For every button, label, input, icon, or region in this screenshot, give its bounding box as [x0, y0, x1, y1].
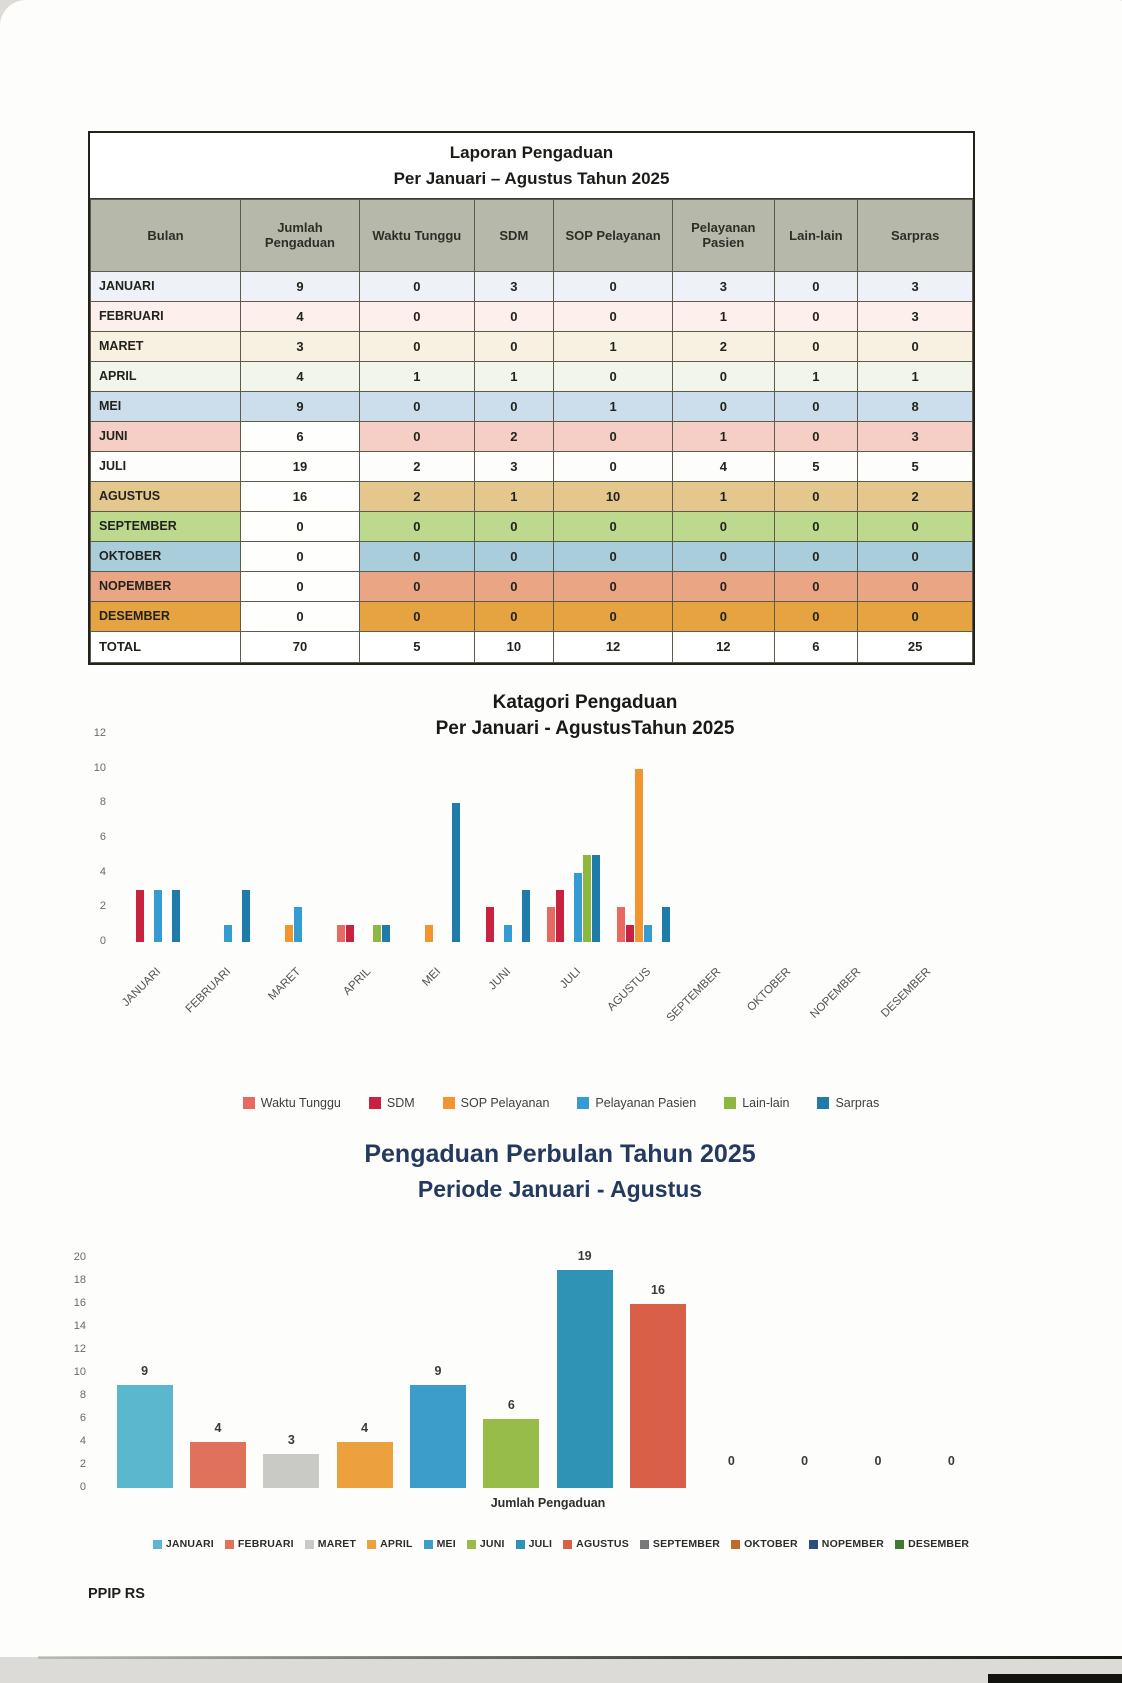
value-cell: 0 [774, 331, 858, 361]
value-cell: 0 [858, 541, 973, 571]
value-cell: 0 [360, 571, 475, 601]
x-axis-label: JANUARI [119, 965, 164, 1010]
total-value-cell: 6 [774, 631, 858, 662]
footer-text: PPIP RS [88, 1586, 145, 1602]
value-cell: 0 [474, 571, 553, 601]
value-cell: 10 [554, 481, 673, 511]
y-tick-label: 18 [73, 1274, 86, 1286]
value-cell: 0 [774, 421, 858, 451]
legend-item [153, 1538, 214, 1550]
legend-label: SEPTEMBER [652, 1538, 721, 1550]
value-cell: 2 [474, 421, 553, 451]
legend-item [731, 1538, 798, 1550]
legend-item [563, 1538, 629, 1550]
value-cell: 19 [240, 451, 359, 481]
bar-april [337, 1442, 393, 1488]
value-cell: 1 [673, 421, 774, 451]
legend-item [640, 1538, 720, 1550]
bar-pelayanan-pasien [154, 890, 162, 942]
chart1-title: Katagori Pengaduan [492, 692, 678, 713]
value-cell: 0 [774, 301, 858, 331]
bar-juni [483, 1419, 539, 1488]
bar-sdm [626, 925, 634, 942]
value-cell: 2 [360, 451, 475, 481]
legend-swatch [577, 1097, 589, 1109]
bar-sarpras [592, 855, 600, 942]
value-cell: 0 [673, 361, 774, 391]
bar-sop-pelayanan [285, 925, 293, 942]
legend-swatch [467, 1540, 476, 1549]
table-row [91, 571, 973, 601]
value-cell: 0 [554, 451, 673, 481]
value-cell: 0 [673, 601, 774, 631]
month-cell: NOPEMBER [91, 571, 241, 601]
value-cell: 0 [554, 541, 673, 571]
legend-label: DESEMBER [908, 1538, 970, 1550]
scan-page-edge [38, 1656, 1122, 1659]
legend-swatch [153, 1540, 162, 1549]
value-cell: 0 [360, 331, 475, 361]
legend-label: AGUSTUS [576, 1538, 629, 1550]
bar-pelayanan-pasien [224, 925, 232, 942]
month-cell: MARET [91, 331, 241, 361]
table-row [91, 301, 973, 331]
total-value-cell: 70 [240, 631, 359, 662]
total-value-cell: 10 [474, 631, 553, 662]
table-row [91, 421, 973, 451]
value-cell: 1 [474, 361, 553, 391]
value-cell: 3 [240, 331, 359, 361]
x-axis-label: NOPEMBER [808, 965, 864, 1021]
value-cell: 1 [858, 361, 973, 391]
value-cell: 0 [474, 391, 553, 421]
value-cell: 6 [240, 421, 359, 451]
legend-swatch [443, 1097, 455, 1109]
month-cell: JULI [91, 451, 241, 481]
bar-sdm [556, 890, 564, 942]
y-tick-label: 8 [79, 1389, 86, 1401]
bar-mei [410, 1385, 466, 1489]
value-cell: 0 [360, 541, 475, 571]
legend-label: Pelayanan Pasien [595, 1096, 697, 1110]
legend-label: NOPEMBER [821, 1538, 885, 1550]
value-cell: 0 [774, 571, 858, 601]
y-tick-label: 4 [79, 1435, 86, 1447]
table-title [90, 133, 973, 199]
month-cell: MEI [91, 391, 241, 421]
column-header: SDM [474, 199, 553, 271]
y-tick-label: 20 [73, 1251, 86, 1263]
data-label: 0 [947, 1454, 955, 1468]
value-cell: 9 [240, 391, 359, 421]
value-cell: 5 [858, 451, 973, 481]
value-cell: 3 [474, 451, 553, 481]
legend-label: MARET [317, 1538, 357, 1550]
value-cell: 0 [673, 541, 774, 571]
data-label: 9 [434, 1363, 442, 1378]
bar-maret [263, 1454, 319, 1489]
legend-item [895, 1538, 969, 1550]
legend-label: Lain-lain [742, 1096, 790, 1110]
legend-label: MEI [436, 1538, 456, 1550]
value-cell: 3 [858, 301, 973, 331]
legend-item [817, 1096, 879, 1110]
month-cell: APRIL [91, 361, 241, 391]
data-label: 4 [361, 1421, 369, 1435]
bar-waktu-tunggu [337, 925, 345, 942]
x-axis-label: APRIL [341, 965, 374, 998]
month-cell: SEPTEMBER [91, 511, 241, 541]
legend-swatch [563, 1540, 572, 1549]
column-header: Waktu Tunggu [360, 199, 475, 271]
data-label: 0 [727, 1454, 735, 1468]
value-cell: 1 [474, 481, 553, 511]
value-cell: 4 [673, 451, 774, 481]
x-axis-label: MARET [266, 965, 304, 1003]
bar-sarpras [242, 890, 250, 942]
value-cell: 2 [858, 481, 973, 511]
value-cell: 0 [774, 541, 858, 571]
legend-label: Sarpras [835, 1096, 880, 1110]
data-label: 0 [874, 1454, 882, 1468]
bar-sarpras [452, 803, 460, 942]
data-label: 16 [651, 1283, 665, 1297]
legend-item [305, 1538, 356, 1550]
value-cell: 0 [240, 541, 359, 571]
legend-item [467, 1538, 505, 1550]
bar-januari [117, 1385, 173, 1489]
value-cell: 0 [360, 601, 475, 631]
value-cell: 0 [474, 541, 553, 571]
data-label: 6 [507, 1398, 515, 1412]
legend-swatch [640, 1540, 649, 1549]
month-cell: OKTOBER [91, 541, 241, 571]
value-cell: 0 [360, 391, 475, 421]
y-tick-label: 12 [93, 727, 106, 739]
value-cell: 0 [474, 511, 553, 541]
legend-label: JUNI [479, 1538, 505, 1550]
chart2-subtitle: Periode Januari - Agustus [417, 1176, 703, 1202]
legend-label: Waktu Tunggu [260, 1096, 341, 1110]
value-cell: 0 [858, 601, 973, 631]
table-row [91, 541, 973, 571]
legend-swatch [243, 1097, 255, 1109]
value-cell: 0 [360, 511, 475, 541]
value-cell: 1 [774, 361, 858, 391]
y-tick-label: 0 [79, 1481, 86, 1493]
value-cell: 0 [858, 571, 973, 601]
legend-label: SOP Pelayanan [460, 1096, 550, 1110]
legend-item [243, 1096, 341, 1110]
legend-item [225, 1538, 294, 1550]
value-cell: 1 [673, 481, 774, 511]
value-cell: 0 [673, 391, 774, 421]
x-axis-label: JUNI [486, 965, 514, 993]
legend-swatch [895, 1540, 904, 1549]
chart2-x-axis-title: Jumlah Pengaduan [490, 1496, 606, 1510]
bar-pelayanan-pasien [644, 925, 652, 942]
legend-swatch [724, 1097, 736, 1109]
table-row [91, 331, 973, 361]
value-cell: 0 [240, 601, 359, 631]
bar-sarpras [662, 907, 670, 942]
value-cell: 0 [673, 571, 774, 601]
legend-item [516, 1538, 553, 1550]
value-cell: 9 [240, 271, 359, 301]
month-cell: JANUARI [91, 271, 241, 301]
x-axis-label: DESEMBER [879, 965, 934, 1020]
value-cell: 0 [774, 511, 858, 541]
table-row [91, 391, 973, 421]
legend-label: JULI [528, 1538, 553, 1550]
data-label: 3 [287, 1432, 295, 1447]
total-value-cell: 5 [360, 631, 475, 662]
bar-sop-pelayanan [635, 769, 643, 942]
y-tick-label: 10 [93, 761, 106, 774]
month-cell: FEBRUARI [91, 301, 241, 331]
x-axis-label: JULI [558, 965, 584, 991]
legend-label: APRIL [380, 1538, 413, 1550]
column-header: Pelayanan Pasien [673, 199, 774, 271]
value-cell: 3 [673, 271, 774, 301]
bar-waktu-tunggu [547, 907, 555, 942]
column-header: Jumlah Pengaduan [240, 199, 359, 271]
x-axis-label: AGUSTUS [605, 965, 654, 1014]
legend-swatch [225, 1540, 234, 1549]
value-cell: 0 [774, 481, 858, 511]
value-cell: 0 [554, 421, 673, 451]
legend-item [443, 1096, 550, 1110]
total-label-cell: TOTAL [91, 631, 241, 662]
value-cell: 0 [554, 301, 673, 331]
legend-item [424, 1538, 456, 1550]
table-row [91, 361, 973, 391]
value-cell: 2 [673, 331, 774, 361]
table-row [91, 601, 973, 631]
bar-agustus [630, 1304, 686, 1488]
legend-item [724, 1096, 789, 1110]
legend-item [809, 1538, 884, 1550]
y-tick-label: 6 [79, 1412, 86, 1424]
column-header: Bulan [91, 199, 241, 271]
value-cell: 1 [360, 361, 475, 391]
legend-swatch [809, 1540, 818, 1549]
y-tick-label: 8 [99, 796, 106, 809]
y-tick-label: 2 [99, 900, 106, 913]
value-cell: 0 [554, 571, 673, 601]
legend-swatch [516, 1540, 525, 1549]
data-label: 0 [801, 1454, 809, 1468]
legend-swatch [817, 1097, 829, 1109]
table-row [91, 481, 973, 511]
value-cell: 4 [240, 301, 359, 331]
value-cell: 0 [360, 421, 475, 451]
table-total-row [91, 631, 973, 662]
month-cell: DESEMBER [91, 601, 241, 631]
value-cell: 0 [554, 601, 673, 631]
column-header: SOP Pelayanan [554, 199, 673, 271]
y-tick-label: 0 [99, 935, 106, 947]
y-tick-label: 4 [99, 865, 106, 878]
value-cell: 2 [360, 481, 475, 511]
x-axis-label: SEPTEMBER [664, 965, 724, 1025]
x-axis-label: FEBRUARI [183, 965, 234, 1016]
value-cell: 0 [774, 271, 858, 301]
value-cell: 1 [554, 331, 673, 361]
value-cell: 0 [554, 361, 673, 391]
bar-waktu-tunggu [617, 907, 625, 942]
bar-sarpras [382, 925, 390, 942]
x-axis-label: OKTOBER [745, 965, 794, 1014]
legend-item [369, 1096, 415, 1110]
total-value-cell: 25 [858, 631, 973, 662]
scan-artifact-strip [988, 1674, 1122, 1683]
value-cell: 1 [673, 301, 774, 331]
legend-swatch [369, 1097, 381, 1109]
column-header: Sarpras [858, 199, 973, 271]
legend-label: SDM [386, 1096, 415, 1110]
y-tick-label: 12 [73, 1343, 86, 1355]
bar-juli [557, 1270, 613, 1489]
laporan-pengaduan-table [88, 131, 975, 665]
chart2-legend [0, 1538, 1122, 1550]
y-tick-label: 16 [73, 1297, 86, 1309]
legend-item [577, 1096, 696, 1110]
table-row [91, 451, 973, 481]
table-title-line2: Per Januari – Agustus Tahun 2025 [393, 169, 670, 189]
value-cell: 0 [673, 511, 774, 541]
value-cell: 0 [858, 511, 973, 541]
value-cell: 0 [474, 301, 553, 331]
value-cell: 3 [858, 421, 973, 451]
x-axis-label: MEI [420, 965, 444, 989]
value-cell: 0 [554, 271, 673, 301]
chart1-legend [0, 1096, 1122, 1110]
value-cell: 3 [858, 271, 973, 301]
total-value-cell: 12 [554, 631, 673, 662]
chart1-subtitle: Per Januari - AgustusTahun 2025 [435, 718, 735, 739]
y-tick-label: 2 [79, 1458, 86, 1470]
data-label: 9 [141, 1363, 149, 1378]
y-tick-label: 6 [99, 831, 106, 843]
bar-sdm [346, 925, 354, 942]
bar-februari [190, 1442, 246, 1488]
data-label: 4 [214, 1421, 222, 1435]
y-tick-label: 14 [73, 1320, 86, 1332]
table-header-row [91, 199, 973, 271]
bar-lain-lain [583, 855, 591, 942]
value-cell: 0 [474, 601, 553, 631]
bar-sarpras [522, 890, 530, 942]
month-cell: AGUSTUS [91, 481, 241, 511]
column-header: Lain-lain [774, 199, 858, 271]
value-cell: 0 [858, 331, 973, 361]
value-cell: 16 [240, 481, 359, 511]
value-cell: 0 [360, 271, 475, 301]
table-title-line1: Laporan Pengaduan [449, 143, 614, 162]
value-cell: 8 [858, 391, 973, 421]
value-cell: 1 [554, 391, 673, 421]
total-value-cell: 12 [673, 631, 774, 662]
value-cell: 0 [774, 601, 858, 631]
value-cell: 0 [554, 511, 673, 541]
bar-lain-lain [373, 925, 381, 942]
value-cell: 4 [240, 361, 359, 391]
data-table [90, 199, 973, 663]
data-label: 19 [577, 1248, 592, 1263]
value-cell: 0 [774, 391, 858, 421]
legend-swatch [367, 1540, 376, 1549]
legend-swatch [305, 1540, 314, 1549]
value-cell: 0 [360, 301, 475, 331]
bar-pelayanan-pasien [294, 907, 302, 942]
legend-swatch [424, 1540, 433, 1549]
value-cell: 0 [240, 511, 359, 541]
legend-label: JANUARI [165, 1538, 214, 1550]
value-cell: 3 [474, 271, 553, 301]
bar-sop-pelayanan [425, 925, 433, 942]
bar-sarpras [172, 890, 180, 942]
bar-pelayanan-pasien [504, 925, 512, 942]
bar-sdm [486, 907, 494, 942]
legend-swatch [731, 1540, 740, 1549]
legend-label: FEBRUARI [237, 1538, 294, 1550]
legend-label: OKTOBER [744, 1538, 798, 1550]
table-row [91, 271, 973, 301]
month-cell: JUNI [91, 421, 241, 451]
bar-pelayanan-pasien [574, 873, 582, 942]
legend-item [367, 1538, 413, 1550]
value-cell: 0 [240, 571, 359, 601]
bar-sdm [136, 890, 144, 942]
chart2-title: Pengaduan Perbulan Tahun 2025 [364, 1140, 756, 1168]
table-row [91, 511, 973, 541]
value-cell: 5 [774, 451, 858, 481]
value-cell: 0 [474, 331, 553, 361]
y-tick-label: 10 [73, 1366, 86, 1378]
